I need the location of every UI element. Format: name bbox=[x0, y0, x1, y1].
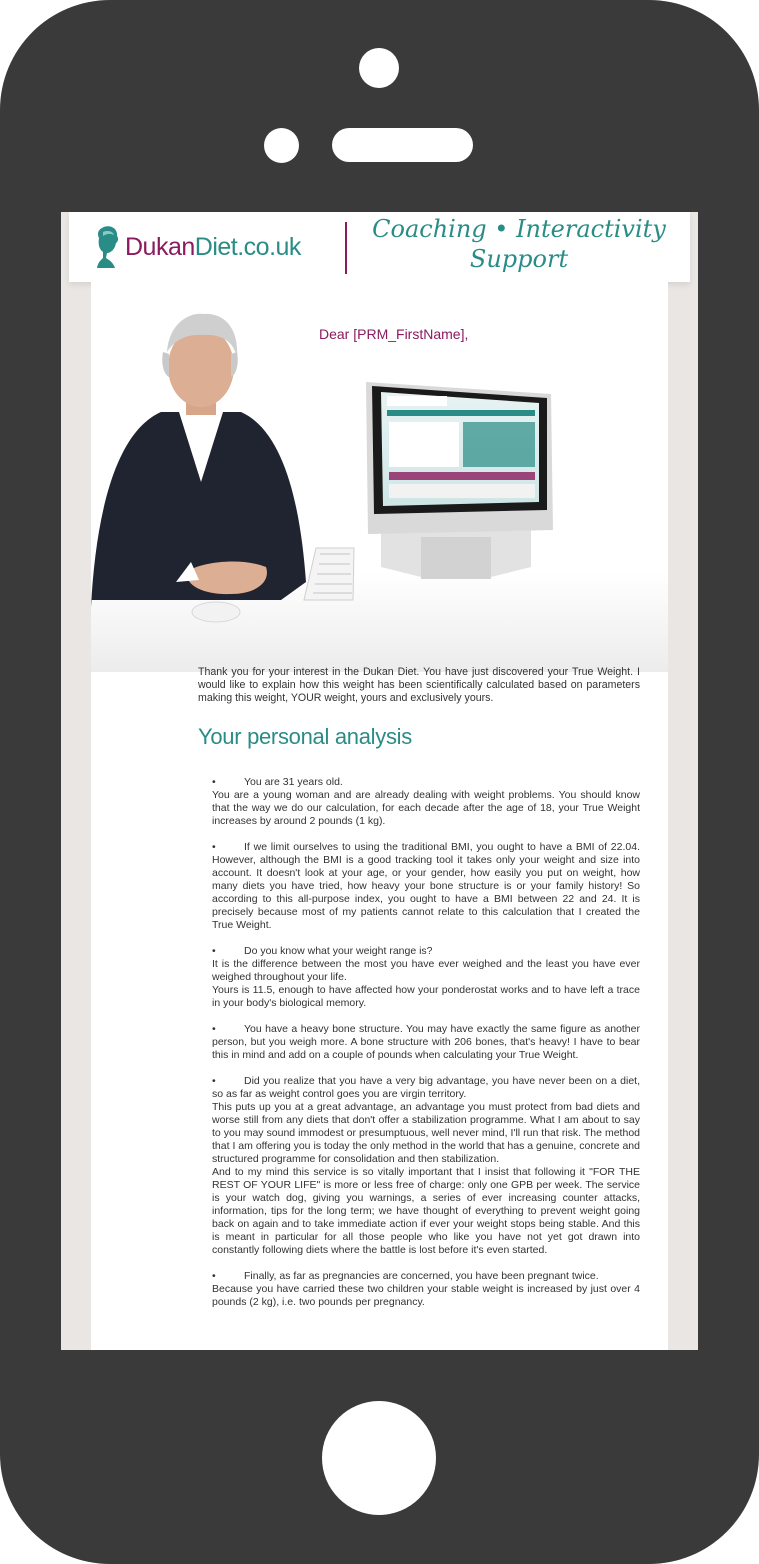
intro-paragraph: Thank you for your interest in the Dukan Diet. You have just discovered your True Weight. I would like to explain how this weight has been scientifically calculated based on parameters making this weight, YOUR weight, yours and exclusively yours. bbox=[198, 666, 640, 704]
earpiece-speaker bbox=[332, 128, 473, 162]
analysis-text: Because you have carried these two children your stable weight is increased by just over 4 pounds (2 kg), i.e. two pounds per pregnancy. bbox=[212, 1283, 640, 1308]
dukan-logo[interactable] bbox=[93, 222, 301, 272]
home-button[interactable] bbox=[322, 1401, 436, 1515]
section-title: Your personal analysis bbox=[198, 724, 412, 749]
analysis-item-pregnancies bbox=[212, 1270, 640, 1309]
analysis-bullet: • If we limit ourselves to using the traditional BMI, you ought to have a BMI of 22.04. However, although the BMI is a good tracking tool it takes only your weight and size into account. It doesn't look at your age, or your gender, how easily you put on weight, how many diets you have tried, how heavy your bone structure is or your family history! So according to this all-purpose index, you ought to have a BMI between 22 and 24. It is precisely because most of my patients cannot relate to this calculation that I created the True Weight. bbox=[212, 841, 640, 932]
analysis-item-age bbox=[212, 776, 640, 828]
analysis-text: It is the difference between the most you have ever weighed and the least you have ever weighed throughout your life. bbox=[212, 958, 640, 983]
analysis-bullet: • Did you realize that you have a very big advantage, you have never been on a diet, so as far as weight control goes you are virgin territory. bbox=[212, 1075, 640, 1101]
analysis-bullet: • You are 31 years old. bbox=[212, 776, 640, 789]
analysis-item-bmi bbox=[212, 841, 640, 932]
header-divider bbox=[345, 222, 347, 274]
email-screen[interactable] bbox=[61, 212, 698, 1350]
analysis-item-weight-range bbox=[212, 945, 640, 1010]
doctor-portrait bbox=[91, 314, 306, 622]
analysis-item-diet-history bbox=[212, 1075, 640, 1257]
header-tagline bbox=[369, 214, 669, 274]
analysis-bullet: • Do you know what your weight range is? bbox=[212, 945, 640, 958]
analysis-text: This puts up you at a great advantage, an advantage you must protect from bad diets and worse still from any diets that don't offer a stabilization programme. What I am about to say to you may sound immodest or presumptuous, well never mind, I'll run that risk. The method that I am offering you is today the only method in the world that has a genuine, concrete and structured programme for consolidation and then stabilization. bbox=[212, 1101, 640, 1165]
analysis-list bbox=[212, 776, 640, 1322]
logo-part-diet: Diet.co.uk bbox=[194, 232, 301, 261]
email-body bbox=[91, 282, 668, 1350]
logo-wordmark bbox=[125, 233, 301, 262]
proximity-sensor bbox=[264, 128, 299, 163]
email-header bbox=[69, 212, 690, 282]
analysis-text: Yours is 11.5, enough to have affected how your ponderostat works and to have left a trace in your body's biological memory. bbox=[212, 984, 640, 1009]
greeting: Dear [PRM_FirstName], bbox=[319, 326, 469, 342]
analysis-item-bone-structure bbox=[212, 1023, 640, 1062]
keyboard bbox=[304, 548, 354, 600]
computer-monitor bbox=[366, 382, 553, 579]
dukan-face-icon bbox=[93, 224, 123, 270]
tagline-line-1: Coaching • Interactivity bbox=[372, 215, 666, 243]
analysis-text: And to my mind this service is so vitally important that I insist that following it "FOR THE REST OF YOUR LIFE" is more or less free of charge: only one GPB per week. The service is your watch dog, giving you warnings, a series of ever increasing counter attacks, information, tips for the long term; we have thought of everything to prevent weight going back on again and to take immediate action if ever your weight stops being stable. And this is meant in particular for all those people who like you have not yet got drawn into constantly following diets where the battle is lost before it's even started. bbox=[212, 1166, 640, 1256]
analysis-text: You are a young woman and are already dealing with weight problems. You should know that the way we do our calculation, for each decade after the age of 18, your True Weight increases by around 2 pounds (1 kg). bbox=[212, 789, 640, 827]
tagline-line-2: Support bbox=[469, 245, 569, 273]
analysis-bullet: • Finally, as far as pregnancies are concerned, you have been pregnant twice. bbox=[212, 1270, 640, 1283]
logo-part-dukan: Dukan bbox=[125, 232, 195, 261]
analysis-bullet: • You have a heavy bone structure. You may have exactly the same figure as another person, but you weigh more. A bone structure with 206 bones, that's heavy! I have to bear this in mind and add on a couple of pounds when calculating your True Weight. bbox=[212, 1023, 640, 1062]
front-camera bbox=[359, 48, 399, 88]
